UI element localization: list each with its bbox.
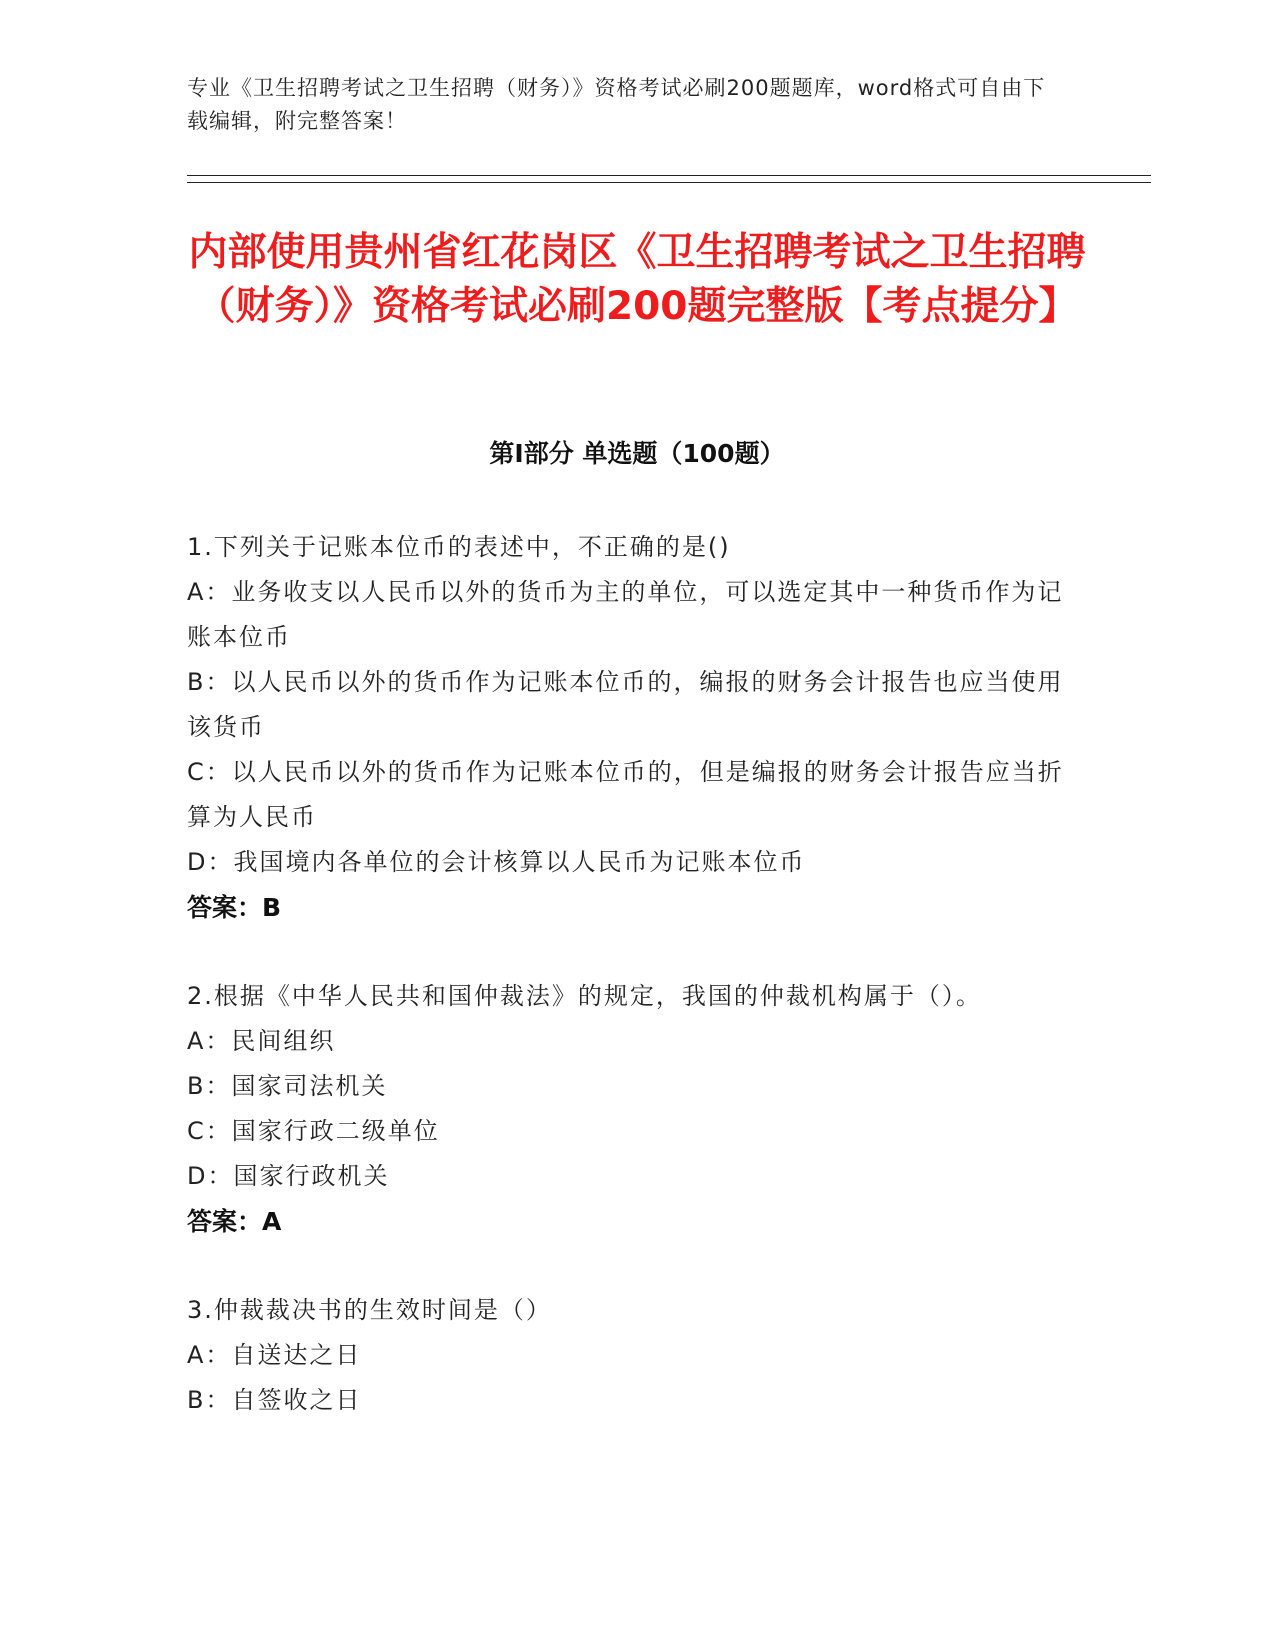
section-title: 第Ⅰ部分 单选题（100题） [489,439,785,468]
option-b: B：自签收之日 [187,1386,362,1414]
option-a: A：民间组织 [187,1027,336,1055]
question-2 [187,974,1087,1244]
option-c: C：国家行政二级单位 [187,1117,440,1145]
option-a: A：自送达之日 [187,1341,362,1369]
question-1 [187,525,1087,930]
header-divider-top [187,175,1151,176]
answer: 答案：B [187,893,282,922]
option-a: A：业务收支以人民币以外的货币为主的单位，可以选定其中一种货币作为记账本位币 [187,578,1064,651]
header-divider-bottom [187,182,1151,183]
option-b: B：以人民币以外的货币作为记账本位币的，编报的财务会计报告也应当使用该货币 [187,668,1064,741]
question-stem: 3.仲裁裁决书的生效时间是（） [187,1296,552,1324]
option-d: D：国家行政机关 [187,1162,390,1190]
question-stem: 1.下列关于记账本位币的表述中，不正确的是() [187,533,731,561]
option-d: D：我国境内各单位的会计核算以人民币为记账本位币 [187,848,806,876]
question-list [187,525,1087,1467]
header-note: 专业《卫生招聘考试之卫生招聘（财务）》资格考试必刷200题题库，word格式可自由下载编辑，附完整答案！ [187,76,1046,133]
question-3 [187,1288,1087,1423]
question-stem: 2.根据《中华人民共和国仲裁法》的规定，我国的仲裁机构属于（）。 [187,982,982,1010]
document-title: 内部使用贵州省红花岗区《卫生招聘考试之卫生招聘（财务）》资格考试必刷200题完整版【考点提分】 [188,230,1086,329]
answer: 答案：A [187,1207,282,1236]
option-c: C：以人民币以外的货币作为记账本位币的，但是编报的财务会计报告应当折算为人民币 [187,758,1064,831]
option-b: B：国家司法机关 [187,1072,388,1100]
